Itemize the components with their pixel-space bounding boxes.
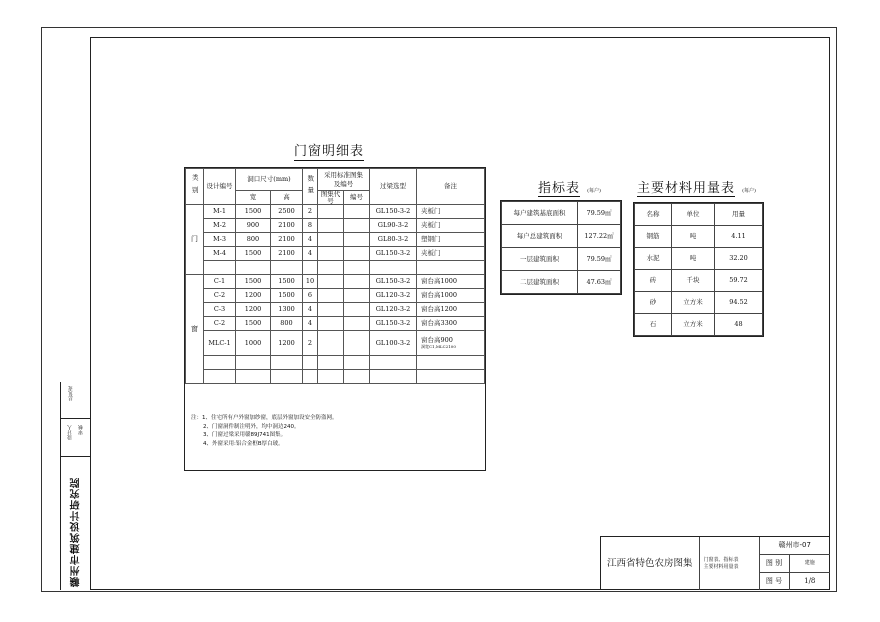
table-cell: 1200 [236,289,271,303]
table-notes [191,414,338,448]
index-label: 一层建筑面积 [502,248,578,271]
designer-label: 设计人 [67,425,73,440]
table-cell [318,205,344,219]
index-label: 每户建筑基底面积 [502,202,578,225]
table-cell: M-4 [204,247,236,261]
header-opening-size: 洞口尺寸(mm) [236,169,303,191]
table-cell: C-1 [204,275,236,289]
materials-cell: 钢筋 [635,226,672,248]
table-cell: 4 [303,317,318,331]
table-cell [271,261,303,275]
materials-cell: 59.72 [715,270,763,292]
table-cell: M-3 [204,233,236,247]
atlas-name: 江西省特色农房图集 [601,537,699,590]
table-cell [344,247,370,261]
table-cell: 塑钢门 [417,233,485,247]
table-cell [303,261,318,275]
table-cell [318,233,344,247]
drawing-content: 门窗表、指标表 主要材料用量表 [699,537,759,590]
materials-table-unit: (每户) [742,188,757,194]
table-cell [204,356,236,370]
table-cell: GL150-3-2 [370,205,417,219]
index-table-heading [538,177,601,196]
header-lintel-type: 过梁选型 [370,169,417,205]
note-line: 2、门窗洞件制注明外，均中洞边240。 [203,423,300,430]
remark-line: 窗台高900 [421,335,453,344]
index-value: 47.63㎡ [578,271,621,294]
materials-cell: 水泥 [635,248,672,270]
materials-table-grid [634,203,763,336]
table-cell [318,331,344,356]
table-cell: GL150-3-2 [370,317,417,331]
header-height: 高 [271,191,303,205]
table-cell: 1200 [271,331,303,356]
table-cell [318,356,344,370]
table-cell [344,261,370,275]
table-cell [344,233,370,247]
number-value: 1/8 [789,573,830,590]
table-cell: 6 [303,289,318,303]
note-line: 3、门窗过梁采用赣89J741图集。 [203,432,287,438]
materials-cell: 吨 [672,248,715,270]
table-cell: 窗台高1200 [417,303,485,317]
materials-cell: 砖 [635,270,672,292]
table-cell: C-2 [204,317,236,331]
materials-cell: 石 [635,314,672,336]
table-cell: 10 [303,275,318,289]
table-cell: 2100 [271,219,303,233]
index-label: 二层建筑面积 [502,271,578,294]
table-cell: GL90-3-2 [370,219,417,233]
series-code: 赣州市-07 [759,537,830,554]
index-table-title: 指标表 [538,181,581,196]
table-cell [318,261,344,275]
table-cell: M-2 [204,219,236,233]
table-cell [344,205,370,219]
binding-strip [60,382,90,590]
table-cell [344,219,370,233]
table-cell [204,261,236,275]
door-window-table [184,167,486,471]
table-cell: GL120-3-2 [370,303,417,317]
materials-header: 用量 [715,204,763,226]
materials-table-title: 主要材料用量表 [637,181,736,196]
materials-header: 名称 [635,204,672,226]
table-cell: 900 [236,219,271,233]
table-cell: GL150-3-2 [370,247,417,261]
table-cell [344,317,370,331]
header-width: 宽 [236,191,271,205]
index-table [500,200,622,295]
category-label: 图 别 [759,554,789,572]
number-label: 图 号 [759,573,789,590]
window-category-label: 窗 [186,275,204,384]
table-cell [318,247,344,261]
table-cell: 1500 [271,289,303,303]
header-atlas-no: 编号 [344,191,370,205]
table-cell [236,261,271,275]
header-atlas-code: 图集代号 [318,191,344,205]
strip-cell-roles [61,419,91,457]
table-cell: 4 [303,247,318,261]
table-cell: 1500 [236,247,271,261]
table-cell: C-3 [204,303,236,317]
table-cell: 2 [303,205,318,219]
table-cell: 1300 [271,303,303,317]
table-cell [344,370,370,384]
table-cell [318,370,344,384]
table-cell [417,331,485,356]
table-cell: 夹板门 [417,247,485,261]
table-cell: 1500 [236,317,271,331]
materials-cell: 砂 [635,292,672,314]
category-value: 建施 [789,554,830,572]
index-table-unit: (每户) [587,188,602,194]
table-cell: 2100 [271,247,303,261]
table-cell: 1200 [236,303,271,317]
signature-label: 总负责 [68,386,74,401]
table-cell: GL80-3-2 [370,233,417,247]
table-cell: 窗台高3300 [417,317,485,331]
index-value: 79.59㎡ [578,248,621,271]
table-cell [417,356,485,370]
materials-cell: 94.52 [715,292,763,314]
table-cell [344,303,370,317]
index-label: 每户总建筑面积 [502,225,578,248]
table-cell: 2 [303,331,318,356]
materials-cell: 32.20 [715,248,763,270]
note-line: 4、外窗采用:铝合金框B厚白玻。 [203,440,284,447]
table-cell [370,356,417,370]
table-cell [344,356,370,370]
strip-cell-signature [61,382,91,419]
table-cell: 1500 [271,275,303,289]
header-design-no: 设计编号 [204,169,236,205]
table-cell: 4 [303,233,318,247]
table-cell [204,370,236,384]
table-cell: MLC-1 [204,331,236,356]
table-cell: GL150-3-2 [370,275,417,289]
table-cell [271,370,303,384]
table-cell [318,219,344,233]
table-cell [271,356,303,370]
door-category-label: 门 [186,205,204,275]
table-cell [236,356,271,370]
table-cell [236,370,271,384]
table-cell [303,370,318,384]
title-block [600,536,830,590]
table-cell [318,317,344,331]
table-cell [318,289,344,303]
table-cell [370,261,417,275]
table-cell: 800 [271,317,303,331]
index-table-grid [501,201,621,294]
reviewer-label: 审核 [78,425,84,435]
table-cell: 4 [303,303,318,317]
table-cell [318,275,344,289]
table-cell [344,331,370,356]
header-category: 类别 [186,169,204,205]
header-remarks: 备注 [417,169,485,205]
table-cell: 2100 [271,233,303,247]
materials-cell: 立方米 [672,314,715,336]
table-cell [344,275,370,289]
table-cell: GL120-3-2 [370,289,417,303]
table-cell [370,370,417,384]
materials-table [633,202,764,337]
header-quantity: 数量 [303,169,318,205]
materials-cell: 吨 [672,226,715,248]
table-cell: 1500 [236,275,271,289]
index-value: 79.59㎡ [578,202,621,225]
table-cell: 1500 [236,205,271,219]
table-cell: 8 [303,219,318,233]
materials-cell: 48 [715,314,763,336]
materials-cell: 千块 [672,270,715,292]
table-cell: GL100-3-2 [370,331,417,356]
table-cell [303,356,318,370]
materials-cell: 4.11 [715,226,763,248]
index-value: 127.22㎡ [578,225,621,248]
table-cell [344,289,370,303]
institute-name: 赣州市建筑设计研究院 [71,477,82,587]
table-cell: 800 [236,233,271,247]
table-cell: 窗台高1000 [417,275,485,289]
table-cell: 夹板门 [417,219,485,233]
table-cell [417,370,485,384]
door-window-table-title: 门窗明细表 [294,144,365,159]
table-cell [417,261,485,275]
remark-subline: 洞宽C1,MLC2100 [421,344,456,350]
materials-header: 单位 [672,204,715,226]
materials-table-heading [637,177,756,196]
materials-cell: 立方米 [672,292,715,314]
header-standard-atlas: 采用标准图集及编号 [318,169,370,191]
table-cell [318,303,344,317]
note-line: 注：1、住宅所有户外窗加纱窗，底层外窗加设安全防盗网。 [191,415,338,421]
table-cell: 1000 [236,331,271,356]
table-cell: C-2 [204,289,236,303]
strip-cell-institute [61,457,91,590]
table-cell: M-1 [204,205,236,219]
table-cell: 窗台高1000 [417,289,485,303]
table-cell: 夹板门 [417,205,485,219]
table-cell: 2500 [271,205,303,219]
